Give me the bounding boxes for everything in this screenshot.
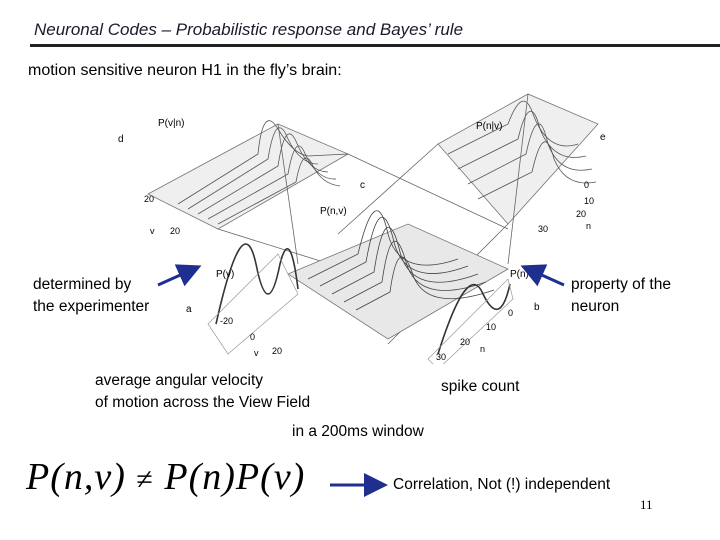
label-pnv-joint: P(n,v)	[320, 206, 347, 217]
tick-m20-a: -20	[220, 316, 234, 326]
annotation-velocity-line1: average angular velocity	[95, 372, 264, 389]
label-pn: P(n)	[510, 269, 529, 280]
tick-n-b: n	[480, 344, 486, 354]
tick-0-e: 0	[584, 180, 590, 190]
tick-20-d-v: 20	[170, 226, 181, 236]
slide-title: Neuronal Codes – Probabilistic response and Bayes’ rule	[34, 20, 464, 39]
annotation-neuron-line1: property of the	[571, 276, 671, 293]
panel-label-c: c	[360, 180, 365, 191]
annotation-experimenter-line2: the experimenter	[33, 298, 150, 315]
tick-n-e: n	[586, 221, 592, 231]
tick-v-a: v	[254, 348, 259, 358]
tick-20-a: 20	[272, 346, 283, 356]
formula-neq: ≠	[136, 463, 154, 496]
panel-label-d: d	[118, 134, 124, 145]
annotation-velocity-line2: of motion across the View Field	[95, 394, 311, 411]
label-pvn: P(v|n)	[158, 118, 185, 129]
slide-subtitle: motion sensitive neuron H1 in the fly’s brain:	[28, 62, 342, 79]
tick-0-a: 0	[250, 332, 256, 342]
formula-rhs: P(n)P(v)	[164, 456, 306, 498]
annotation-spike-count: spike count	[441, 378, 520, 395]
annotation-experimenter-line1: determined by	[33, 276, 132, 293]
tick-20-b: 20	[460, 337, 471, 347]
tick-v-d: v	[150, 226, 155, 236]
tick-20-e: 20	[576, 209, 587, 219]
formula-lhs: P(n,v)	[26, 456, 126, 498]
annotation-neuron-line2: neuron	[571, 298, 620, 315]
label-pnv-conditional: P(n|v)	[476, 121, 503, 132]
tick-10-e: 10	[584, 196, 595, 206]
tick-30-b: 30	[436, 352, 447, 362]
annotation-window: in a 200ms window	[292, 423, 424, 440]
annotation-correlation: Correlation, Not (!) independent	[393, 476, 611, 493]
panel-label-b: b	[534, 302, 540, 313]
panel-label-e: e	[600, 132, 606, 143]
bayes-formula	[26, 455, 305, 499]
arrow-right	[526, 268, 564, 285]
tick-20-d: 20	[144, 194, 155, 204]
tick-0-b: 0	[508, 308, 514, 318]
tick-30-e: 30	[538, 224, 549, 234]
page-number: 11	[640, 497, 653, 512]
tick-10-b: 10	[486, 322, 497, 332]
panel-label-a: a	[186, 304, 192, 315]
label-pv: P(v)	[216, 269, 235, 280]
arrow-left	[158, 268, 196, 285]
